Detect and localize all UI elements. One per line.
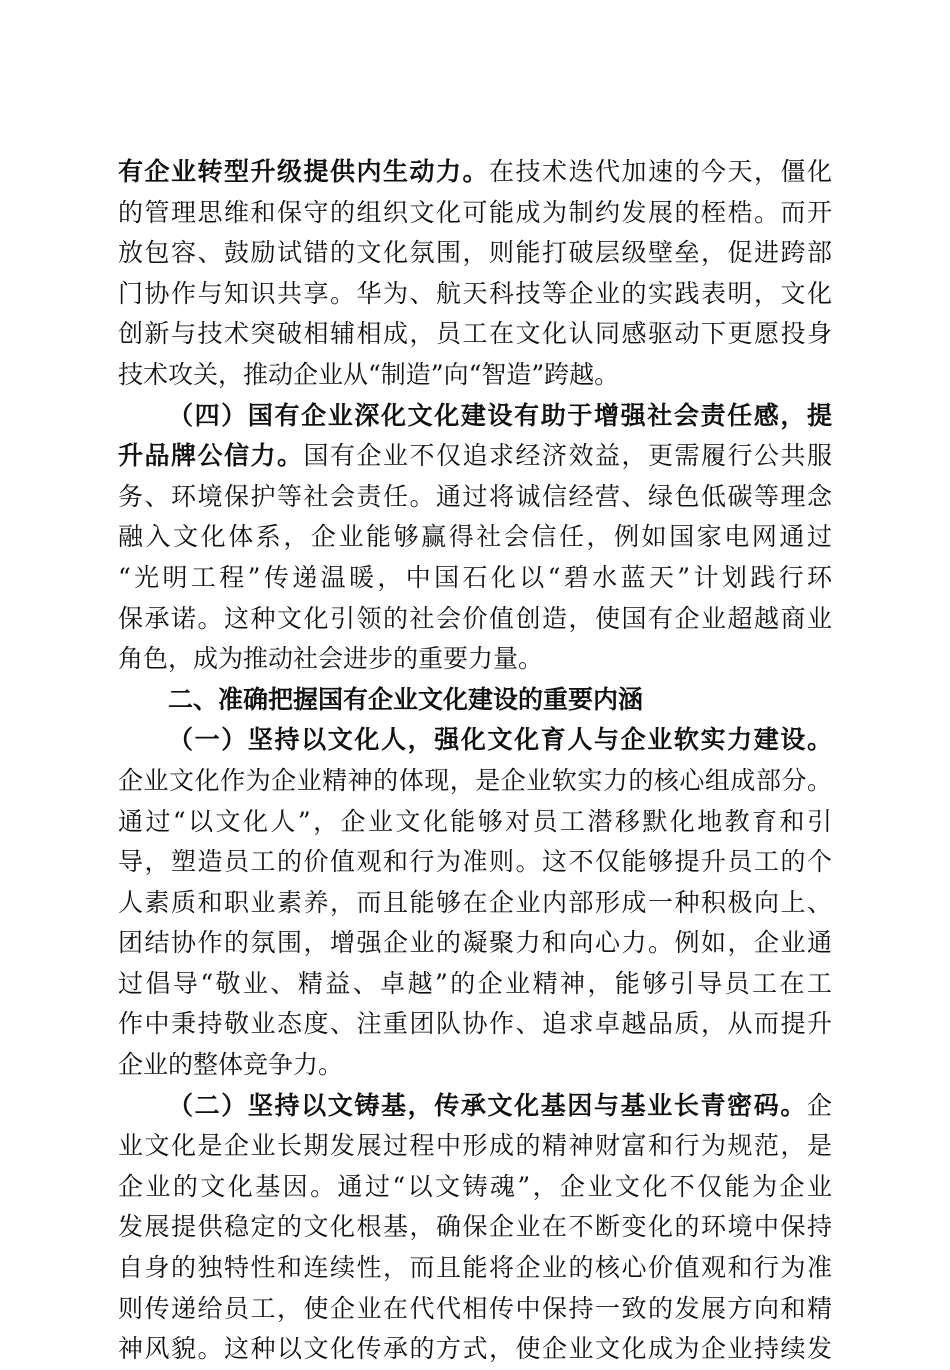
text-line: 过倡导“敬业、精益、卓越”的企业精神，能够引导员工在工 bbox=[118, 968, 832, 998]
text-line: 导，塑造员工的价值观和行为准则。这不仅能够提升员工的个 bbox=[118, 847, 832, 877]
text-line: 企业的文化基因。通过“以文铸魂”，企业文化不仅能为企业 bbox=[118, 1171, 832, 1201]
text-line: 保承诺。这种文化引领的社会价值创造，使国有企业超越商业 bbox=[118, 603, 832, 633]
text-line: 发展提供稳定的文化根基，确保企业在不断变化的环境中保持 bbox=[118, 1212, 832, 1242]
text-line: 技术攻关，推动企业从“制造”向“智造”跨越。 bbox=[118, 359, 620, 389]
text-line: 务、环境保护等社会责任。通过将诚信经营、绿色低碳等理念 bbox=[118, 481, 832, 511]
text-line: 门协作与知识共享。华为、航天科技等企业的实践表明，文化 bbox=[118, 278, 832, 308]
text-line: 企业文化作为企业精神的体现，是企业软实力的核心组成部分。 bbox=[118, 765, 832, 795]
text-line: 则传递给员工，使企业在代代相传中保持一致的发展方向和精 bbox=[118, 1293, 832, 1323]
bold-lead: 有企业转型升级提供内生动力。 bbox=[118, 157, 489, 186]
text-line: “光明工程”传递温暖，中国石化以“碧水蓝天”计划践行环 bbox=[118, 562, 832, 592]
section-heading-2: 二、准确把握国有企业文化建设的重要内涵 bbox=[168, 684, 644, 714]
paragraph-culture-heritage bbox=[118, 1086, 832, 1370]
text-line: 作中秉持敬业态度、注重团队协作、追求卓越品质，从而提升 bbox=[118, 1009, 832, 1039]
paragraph-social-responsibility bbox=[118, 396, 832, 680]
section-heading-4: （四）国有企业深化文化建设有助于增强社会责任感，提 bbox=[168, 400, 832, 430]
text-line: 角色，成为推动社会进步的重要力量。 bbox=[118, 644, 544, 674]
text-line: （二）坚持以文铸基，传承文化基因与基业长青密码。企 bbox=[168, 1090, 832, 1120]
paragraph-innovation bbox=[118, 152, 832, 396]
bold-lead: 升品牌公信力。 bbox=[118, 441, 304, 471]
text-line: 业文化是企业长期发展过程中形成的精神财富和行为规范，是 bbox=[118, 1131, 832, 1161]
text-line: 神风貌。这种以文化传承的方式，使企业文化成为企业持续发 bbox=[118, 1334, 832, 1364]
text-line: 团结协作的氛围，增强企业的凝聚力和向心力。例如，企业通 bbox=[118, 928, 832, 958]
subsection-heading-1: （一）坚持以文化人，强化文化育人与企业软实力建设。 bbox=[168, 725, 832, 755]
text-line: 创新与技术突破相辅相成，员工在文化认同感驱动下更愿投身 bbox=[118, 319, 832, 349]
text-line: 人素质和职业素养，而且能够在企业内部形成一种积极向上、 bbox=[118, 887, 832, 917]
text-line: 通过“以文化人”，企业文化能够对员工潜移默化地教育和引 bbox=[118, 806, 832, 836]
text-line: 企业的整体竞争力。 bbox=[118, 1050, 344, 1080]
text-line: 的管理思维和保守的组织文化可能成为制约发展的桎梏。而开 bbox=[118, 197, 832, 227]
text-line: 放包容、鼓励试错的文化氛围，则能打破层级壁垒，促进跨部 bbox=[118, 238, 832, 268]
paragraph-culture-education bbox=[118, 720, 832, 1085]
document-page bbox=[118, 152, 832, 1370]
text-line: 升品牌公信力。国有企业不仅追求经济效益，更需履行公共服 bbox=[118, 441, 832, 471]
text-line: 融入文化体系，企业能够赢得社会信任，例如国家电网通过 bbox=[118, 522, 832, 552]
text-line: 有企业转型升级提供内生动力。在技术迭代加速的今天，僵化 bbox=[118, 157, 832, 186]
subsection-heading-2: （二）坚持以文铸基，传承文化基因与基业长青密码。 bbox=[168, 1090, 807, 1120]
text-line: 自身的独特性和连续性，而且能将企业的核心价值观和行为准 bbox=[118, 1253, 832, 1283]
